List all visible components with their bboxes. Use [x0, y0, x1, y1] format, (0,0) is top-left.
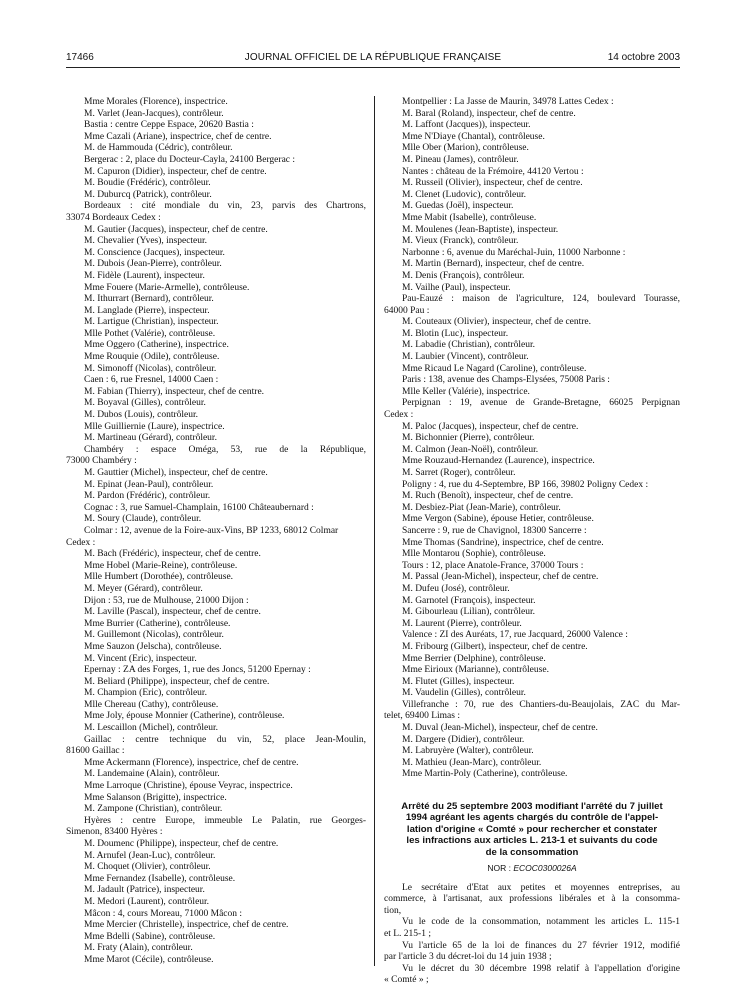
list-line: Dijon : 53, rue de Mulhouse, 21000 Dijon : — [84, 595, 249, 606]
article-paragraph-line: et L. 215-1 ; — [384, 929, 431, 940]
article-paragraph-line: commerce, à l'artisanat, aux professions libérales et à la consomma- — [384, 894, 680, 905]
list-line: M. Varlet (Jean-Jacques), contrôleur. — [84, 108, 224, 119]
list-line: M. Capuron (Didier), inspecteur, chef de centre. — [84, 166, 267, 177]
list-line: Mme Burrier (Catherine), contrôleuse. — [84, 618, 231, 629]
list-line: M. Laffont (Jacques)), inspecteur. — [402, 120, 531, 131]
list-line: telet, 69400 Limas : — [384, 711, 460, 722]
list-line: M. Duval (Jean-Michel), inspecteur, chef de centre. — [402, 723, 598, 734]
list-line: Montpellier : La Jasse de Maurin, 34978 Lattes Cedex : — [402, 97, 614, 107]
article-body — [384, 883, 680, 987]
list-line: M. Laville (Pascal), inspecteur, chef de centre. — [84, 607, 261, 618]
list-line: M. Lartigue (Christian), inspecteur. — [84, 317, 219, 328]
list-line: 64000 Pau : — [384, 305, 430, 316]
list-line: Cognac : 3, rue Samuel-Champlain, 16100 Châteaubernard : — [84, 502, 314, 513]
list-line: Mme Rouzaud-Hernandez (Laurence), inspectrice. — [402, 456, 595, 467]
list-line: Valence : ZI des Auréats, 17, rue Jacquard, 26000 Valence : — [402, 630, 628, 641]
list-line: Epernay : ZA des Forges, 1, rue des Joncs, 51200 Epernay : — [84, 665, 311, 676]
list-line: 73000 Chambéry : — [66, 456, 137, 467]
list-line: Mme Oggero (Catherine), inspectrice. — [84, 340, 229, 351]
list-line: M. Conscience (Jacques), inspecteur. — [84, 247, 225, 258]
list-line: Mme Martin-Poly (Catherine), contrôleuse. — [402, 769, 568, 780]
list-line: Mme Mabit (Isabelle), contrôleuse. — [402, 212, 537, 223]
list-line: Cedex : — [66, 537, 96, 548]
list-line: M. Gibourleau (Lilian), contrôleur. — [402, 607, 535, 618]
list-line: Mlle Keller (Valérie), inspectrice. — [402, 386, 530, 397]
list-line: Mme Ackermann (Florence), inspectrice, chef de centre. — [84, 757, 299, 768]
left-column — [66, 97, 366, 967]
list-line: M. Epinat (Jean-Paul), contrôleur. — [84, 479, 214, 490]
list-line: Colmar : 12, avenue de la Foire-aux-Vins, BP 1233, 68012 Colmar — [84, 525, 339, 536]
list-line: M. Pineau (James), contrôleur. — [402, 154, 519, 165]
list-line: Bergerac : 2, place du Docteur-Cayla, 24100 Bergerac : — [84, 154, 296, 165]
list-line: Mme Fernandez (Isabelle), contrôleuse. — [84, 873, 236, 884]
list-line: M. Sarret (Roger), contrôleur. — [402, 468, 516, 478]
article-title-line: les infractions aux articles L. 213-1 et suivants du code — [406, 835, 658, 847]
list-line: Mme Morales (Florence), inspectrice. — [84, 97, 228, 107]
right-column — [384, 97, 680, 987]
list-line: M. de Hammouda (Cédric), contrôleur. — [84, 143, 233, 154]
list-line: Bordeaux : cité mondiale du vin, 23, parvis des Chartrons, — [84, 201, 366, 212]
list-line: Mme Mercier (Christelle), inspectrice, chef de centre. — [84, 920, 289, 931]
list-line: M. Garnotel (François), inspecteur. — [402, 595, 536, 606]
list-line: M. Russeil (Olivier), inspecteur, chef de centre. — [402, 178, 583, 189]
list-line: Perpignan : 19, avenue de Grande-Bretagne, 66025 Perpignan — [402, 398, 680, 409]
article-paragraph-line: « Comté » ; — [384, 975, 429, 986]
list-line: Gaillac : centre technique du vin, 52, place Jean-Moulin, — [84, 734, 366, 745]
list-line: M. Lescaillon (Michel), contrôleur. — [84, 723, 219, 734]
list-line: Mlle Guilliernie (Laure), inspectrice. — [84, 421, 225, 432]
list-line: Mme N'Diaye (Chantal), contrôleuse. — [402, 131, 545, 142]
list-line: M. Couteaux (Olivier), inspecteur, chef de centre. — [402, 317, 592, 328]
list-line: Mme Rouquie (Odile), contrôleuse. — [84, 352, 220, 363]
list-line: M. Calmon (Jean-Noël), contrôleur. — [402, 444, 539, 455]
list-line: Villefranche : 70, rue des Chantiers-du-Beaujolais, ZAC du Mar- — [402, 699, 680, 710]
list-line: Poligny : 4, rue du 4-Septembre, BP 166, 39802 Poligny Cedex : — [402, 479, 649, 490]
list-line: M. Labadie (Christian), contrôleur. — [402, 340, 535, 351]
article-title-line: de la consommation — [485, 846, 579, 858]
list-line: M. Meyer (Gérard), contrôleur. — [84, 583, 203, 594]
list-line: M. Langlade (Pierre), inspecteur. — [84, 305, 210, 316]
list-line: Mlle Chereau (Cathy), contrôleuse. — [84, 699, 219, 710]
list-line: M. Soury (Claude), contrôleur. — [84, 514, 202, 525]
list-line: Simenon, 83400 Hyères : — [66, 827, 163, 838]
list-line: M. Champion (Eric), contrôleur. — [84, 688, 207, 699]
list-line: M. Boudie (Frédéric), contrôleur. — [84, 178, 211, 189]
list-line: Hyères : centre Europe, immeuble Le Palatin, rue Georges- — [84, 815, 366, 826]
article-paragraph-line: Le secrétaire d'Etat aux petites et moyennes entreprises, au — [402, 882, 680, 893]
list-line: Mlle Ober (Marion), contrôleuse. — [402, 143, 529, 154]
list-line: Pau-Eauzé : maison de l'agriculture, 124, boulevard Tourasse, — [402, 294, 680, 305]
article-title-line: lation d'origine « Comté » pour rechercher et constater — [406, 823, 658, 835]
list-line: M. Dubois (Jean-Pierre), contrôleur. — [84, 259, 222, 270]
list-line: M. Martin (Bernard), inspecteur, chef de centre. — [402, 259, 585, 270]
list-line: M. Vieux (Franck), contrôleur. — [402, 236, 519, 247]
article-paragraph-line: Vu l'article 65 de la loi de finances du 27 février 1912, modifié — [402, 940, 680, 951]
list-line: M. Guillemont (Nicolas), contrôleur. — [84, 630, 224, 641]
list-line: M. Beliard (Philippe), inspecteur, chef de centre. — [84, 676, 270, 687]
list-line: M. Gauttier (Michel), inspecteur, chef de centre. — [84, 468, 268, 478]
list-line: Mlle Pothet (Valérie), contrôleuse. — [84, 328, 216, 339]
article-title-line: Arrêté du 25 septembre 2003 modifiant l'arrêté du 7 juillet — [401, 801, 663, 813]
list-line: 33074 Bordeaux Cedex : — [66, 212, 161, 223]
list-line: M. Laurent (Pierre), contrôleur. — [402, 618, 522, 629]
article-title-line: 1994 agréant les agents chargés du contrôle de l'appel- — [405, 812, 659, 824]
list-line: M. Pardon (Frédéric), contrôleur. — [84, 491, 211, 502]
list-line: M. Fribourg (Gilbert), inspecteur, chef de centre. — [402, 641, 588, 652]
list-line: Caen : 6, rue Fresnel, 14000 Caen : — [84, 375, 219, 386]
list-line: M. Vincent (Eric), inspecteur. — [84, 653, 197, 664]
list-line: M. Dargere (Didier), contrôleur. — [402, 734, 525, 745]
list-line: M. Fabian (Thierry), inspecteur, chef de centre. — [84, 386, 265, 397]
list-line: Mlle Montarou (Sophie), contrôleuse. — [402, 549, 546, 560]
list-line: M. Doumenc (Philippe), inspecteur, chef de centre. — [84, 839, 279, 849]
list-line: M. Passal (Jean-Michel), inspecteur, chef de centre. — [402, 572, 599, 583]
list-line: Nantes : château de la Frémoire, 44120 Vertou : — [402, 166, 584, 177]
list-line: M. Simonoff (Nicolas), contrôleur. — [84, 363, 217, 374]
list-line: Mme Berrier (Delphine), contrôleuse. — [402, 653, 546, 664]
list-line: M. Duburcq (Patrick), contrôleur. — [84, 189, 212, 200]
list-line: M. Vailhe (Paul), inspecteur. — [402, 282, 511, 293]
list-line: M. Choquet (Olivier), contrôleur. — [84, 862, 211, 873]
journal-title: JOURNAL OFFICIEL DE LA RÉPUBLIQUE FRANÇAISE — [244, 52, 502, 63]
list-line: Mme Salanson (Brigitte), inspectrice. — [84, 792, 227, 803]
list-line: Mlle Humbert (Dorothée), contrôleuse. — [84, 572, 234, 583]
list-line: M. Dubos (Louis), contrôleur. — [84, 410, 198, 421]
list-line: Mme Ricaud Le Nagard (Caroline), contrôleuse. — [402, 363, 587, 374]
list-line: Mme Sauzon (Jelscha), contrôleuse. — [84, 641, 222, 652]
list-line: M. Dufeu (José), contrôleur. — [402, 583, 510, 594]
list-line: M. Fidèle (Laurent), inspecteur. — [84, 270, 205, 281]
list-line: M. Moulenes (Jean-Baptiste), inspecteur. — [402, 224, 559, 235]
list-line: M. Gautier (Jacques), inspecteur, chef de centre. — [84, 224, 268, 235]
list-line: M. Guedas (Joël), inspecteur. — [402, 201, 514, 212]
list-line: M. Vaudelin (Gilles), contrôleur. — [402, 688, 526, 699]
list-line: Mme Fouere (Marie-Armelle), contrôleuse. — [84, 282, 250, 293]
list-line: M. Zampone (Christian), contrôleur. — [84, 804, 223, 815]
list-line: M. Blotin (Luc), inspecteur. — [402, 328, 509, 339]
article-paragraph-line: tion, — [384, 905, 402, 916]
list-line: Mâcon : 4, cours Moreau, 71000 Mâcon : — [84, 908, 243, 919]
page-header — [66, 52, 680, 66]
list-line: 81600 Gaillac : — [66, 746, 125, 757]
list-line: Mme Marot (Cécile), contrôleuse. — [84, 954, 214, 965]
list-line: Mme Vergon (Sabine), épouse Hetier, contrôleuse. — [402, 514, 594, 525]
list-line: M. Flutet (Gilles), inspecteur. — [402, 676, 515, 687]
list-line: Mme Joly, épouse Monnier (Catherine), contrôleuse. — [84, 711, 285, 722]
list-line: Sancerre : 9, rue de Chavignol, 18300 Sancerre : — [402, 525, 587, 536]
nor-code: ECOC0300026A — [513, 863, 577, 874]
list-line: Paris : 138, avenue des Champs-Elysées, 75008 Paris : — [402, 375, 610, 386]
list-line: M. Denis (François), contrôleur. — [402, 270, 525, 281]
list-line: Mme Thomas (Sandrine), inspectrice, chef de centre. — [402, 537, 604, 548]
list-line: M. Ithurrart (Bernard), contrôleur. — [84, 294, 214, 305]
list-line: Mme Eirioux (Marianne), contrôleuse. — [402, 665, 549, 676]
nor-reference — [384, 863, 680, 875]
article-title — [384, 801, 680, 858]
list-line: Tours : 12, place Anatole-France, 37000 Tours : — [402, 560, 584, 571]
list-line: M. Martineau (Gérard), contrôleur. — [84, 433, 217, 444]
list-line: Mme Hobel (Marie-Reine), contrôleuse. — [84, 560, 238, 571]
list-line: Cedex : — [384, 410, 414, 421]
list-line: M. Jadault (Patrice), inspecteur. — [84, 885, 205, 896]
list-line: M. Boyaval (Gilles), contrôleur. — [84, 398, 206, 409]
list-line: M. Labruyère (Walter), contrôleur. — [402, 746, 534, 757]
list-line: M. Medori (Laurent), contrôleur. — [84, 896, 210, 907]
list-line: Bastia : centre Ceppe Espace, 20620 Bastia : — [84, 120, 254, 131]
list-line: M. Baral (Roland), inspecteur, chef de centre. — [402, 108, 576, 119]
column-divider — [374, 96, 375, 966]
list-line: M. Ruch (Benoît), inspecteur, chef de centre. — [402, 491, 574, 502]
list-line: Mme Bdelli (Sabine), contrôleuse. — [84, 931, 216, 942]
list-line: Mme Cazali (Ariane), inspectrice, chef de centre. — [84, 131, 272, 142]
article-paragraph-line: Vu le décret du 30 décembre 1998 relatif à l'appellation d'origine — [402, 963, 680, 974]
list-line: M. Clenet (Ludovic), contrôleur. — [402, 189, 526, 200]
list-line: M. Bach (Frédéric), inspecteur, chef de centre. — [84, 549, 261, 560]
article-paragraph-line: Vu le code de la consommation, notamment les articles L. 115-1 — [402, 917, 680, 928]
list-line: M. Laubier (Vincent), contrôleur. — [402, 352, 529, 363]
page-number: 17466 — [66, 52, 94, 63]
list-line: M. Desbiez-Piat (Jean-Marie), contrôleur. — [402, 502, 561, 513]
list-line: M. Arnufel (Jean-Luc), contrôleur. — [84, 850, 216, 861]
list-line: M. Fraty (Alain), contrôleur. — [84, 943, 193, 954]
list-line: M. Chevalier (Yves), inspecteur. — [84, 236, 208, 247]
list-line: M. Landemaine (Alain), contrôleur. — [84, 769, 220, 780]
list-line: M. Bichonnier (Pierre), contrôleur. — [402, 433, 535, 444]
article-paragraph-line: par l'article 3 du décret-loi du 14 juin 1938 ; — [384, 952, 552, 963]
nor-label: NOR : — [487, 863, 511, 874]
list-line: M. Mathieu (Jean-Marc), contrôleur. — [402, 757, 542, 768]
list-line: Chambéry : espace Oméga, 53, rue de la République, — [84, 444, 366, 455]
right-column-list — [384, 97, 680, 781]
header-rule — [66, 67, 680, 68]
list-line: M. Paloc (Jacques), inspecteur, chef de centre. — [402, 421, 579, 432]
list-line: Narbonne : 6, avenue du Maréchal-Juin, 11000 Narbonne : — [402, 247, 626, 258]
list-line: Mme Larroque (Christine), épouse Veyrac, inspectrice. — [84, 781, 293, 792]
issue-date: 14 octobre 2003 — [607, 52, 680, 63]
